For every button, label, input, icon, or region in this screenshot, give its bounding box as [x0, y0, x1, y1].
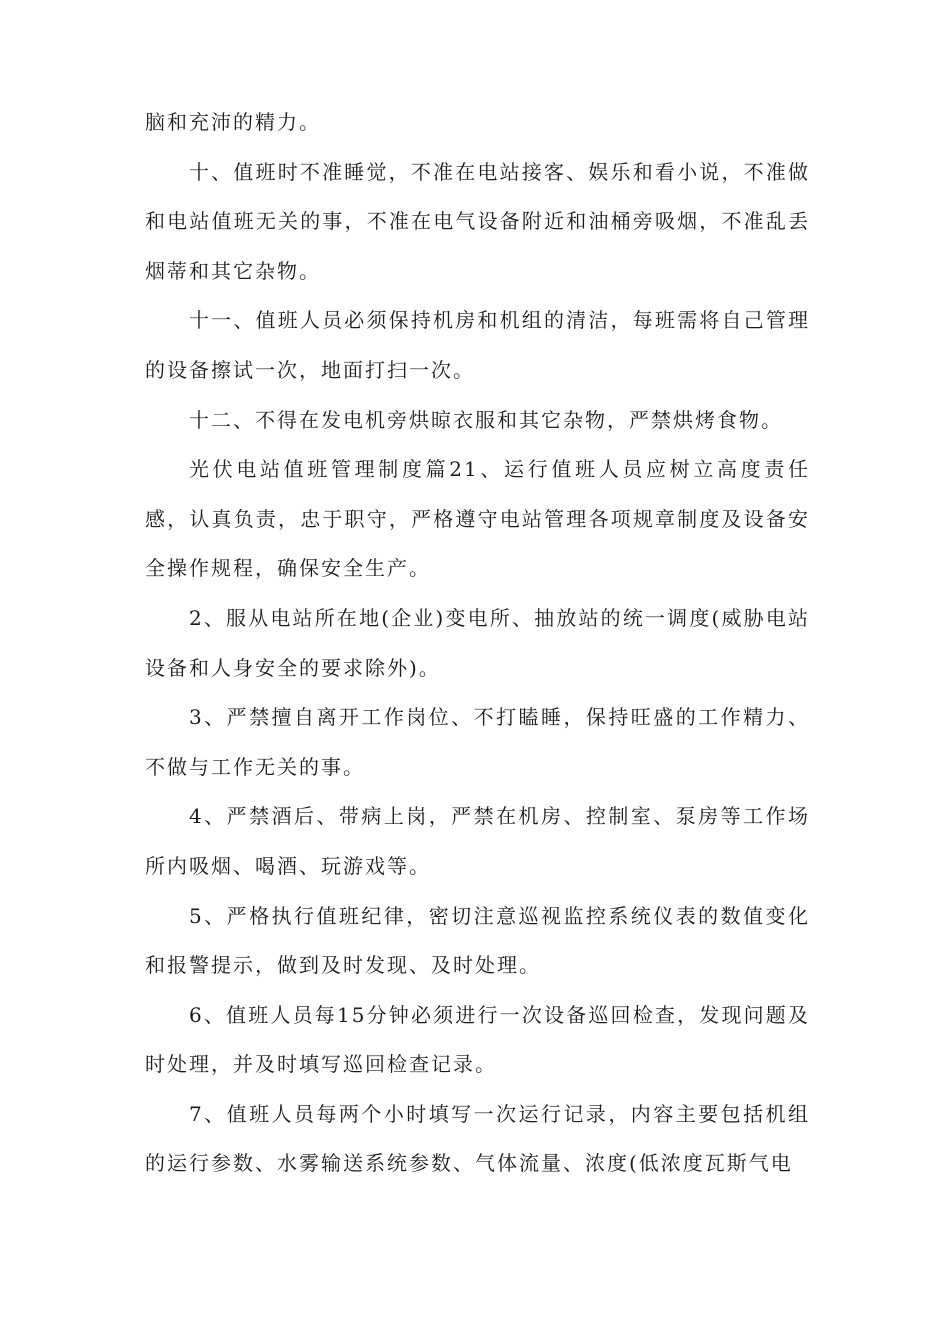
- paragraph: 6、值班人员每15分钟必须进行一次设备巡回检查，发现问题及时处理，并及时填写巡回检查记录。: [145, 1002, 810, 1077]
- paragraph: 十二、不得在发电机旁烘晾衣服和其它杂物，严禁烘烤食物。: [189, 407, 783, 432]
- paragraph: 十一、值班人员必须保持机房和机组的清洁，每班需将自己管理的设备擦试一次，地面打扫一次。: [145, 308, 810, 382]
- paragraph: 脑和充沛的精力。: [145, 110, 321, 134]
- paragraph: 2、服从电站所在地(企业)变电所、抽放站的统一调度(威胁电站设备和人身安全的要求除外)。: [145, 605, 810, 680]
- paragraph: 4、严禁酒后、带病上岗，严禁在机房、控制室、泵房等工作场所内吸烟、喝酒、玩游戏等。: [145, 804, 810, 878]
- paragraph: 十、值班时不准睡觉，不准在电站接客、娱乐和看小说，不准做和电站值班无关的事，不准在电气设备附近和油桶旁吸烟，不准乱丢烟蒂和其它杂物。: [145, 159, 810, 283]
- paragraph: 5、严格执行值班纪律，密切注意巡视监控系统仪表的数值变化和报警提示，做到及时发现、及时处理。: [145, 903, 810, 978]
- paragraph: 3、严禁擅自离开工作岗位、不打瞌睡，保持旺盛的工作精力、不做与工作无关的事。: [145, 705, 810, 779]
- paragraph: 光伏电站值班管理制度篇21、运行值班人员应树立高度责任感，认真负责，忠于职守，严格遵守电站管理各项规章制度及设备安全操作规程，确保安全生产。: [145, 457, 810, 581]
- document-body: [145, 98, 810, 1189]
- paragraph: 7、值班人员每两个小时填写一次运行记录，内容主要包括机组的运行参数、水雾输送系统参数、气体流量、浓度(低浓度瓦斯气电: [145, 1101, 810, 1176]
